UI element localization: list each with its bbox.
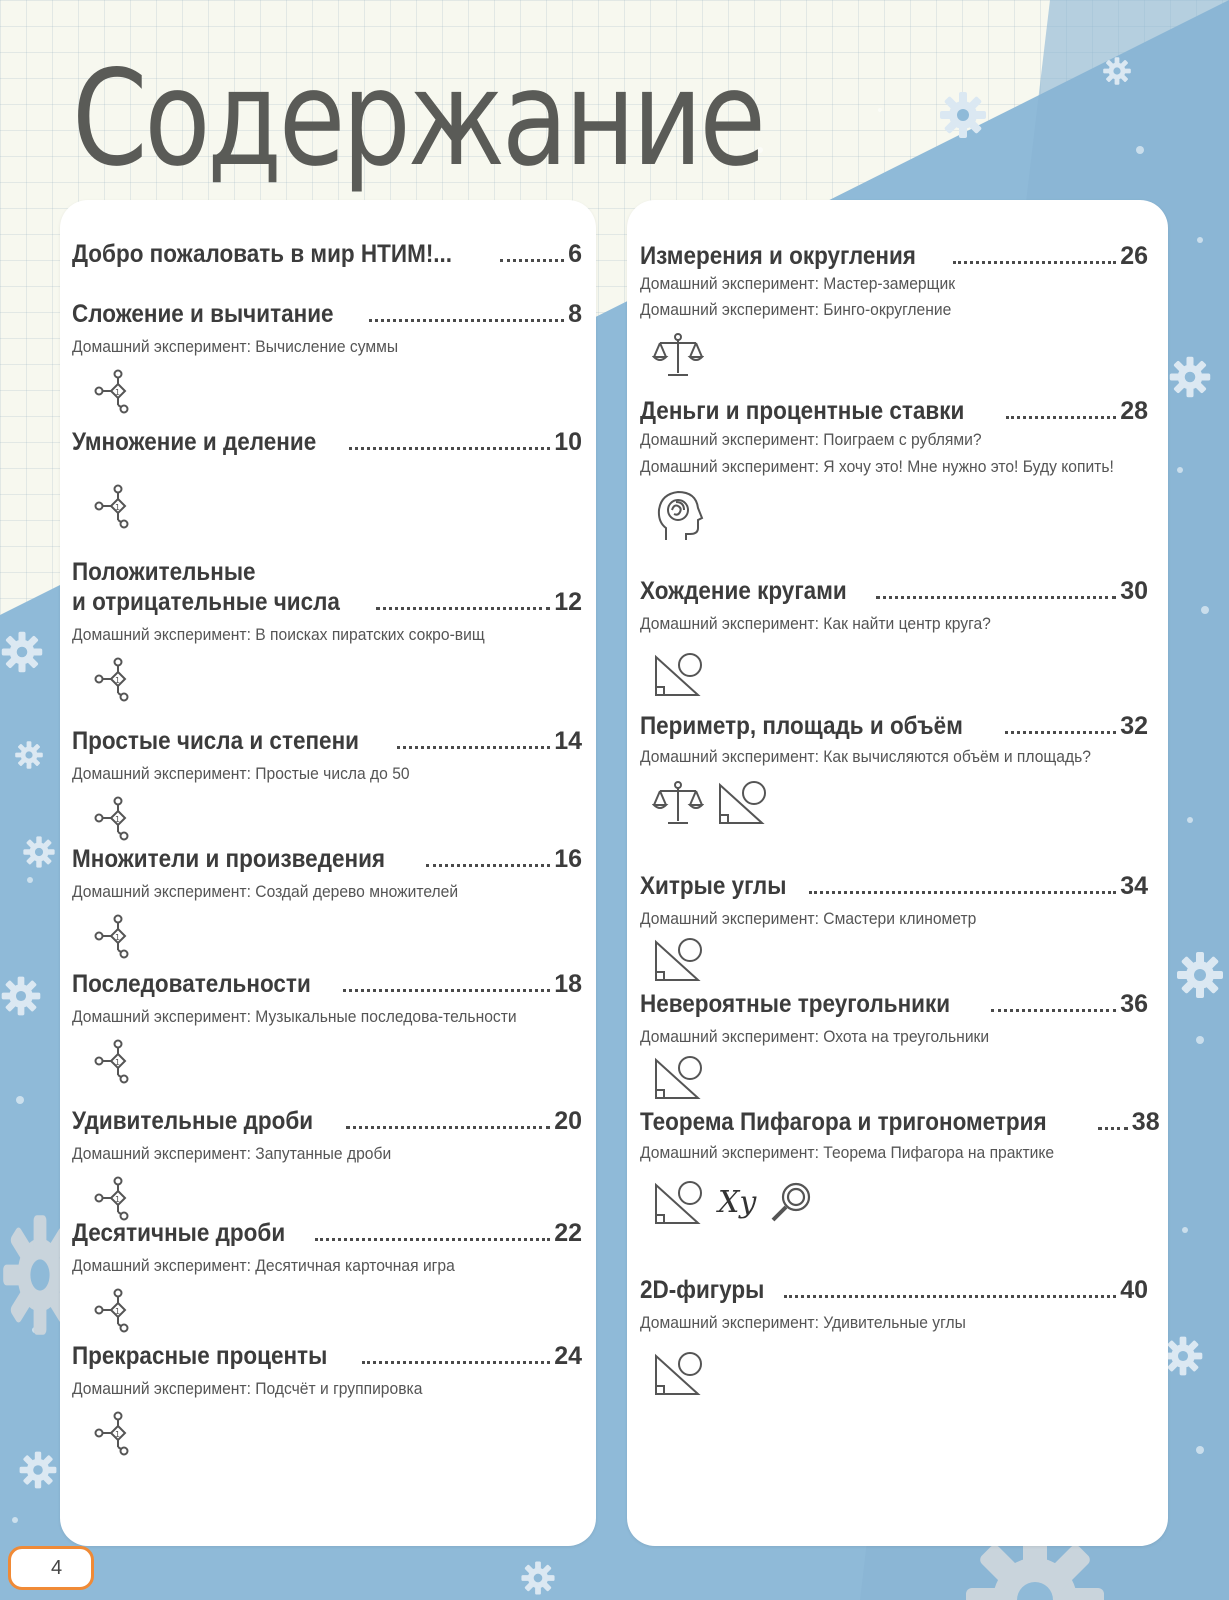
home-experiment: Домашний эксперимент: Мастер-замерщик: [640, 274, 956, 293]
geometry-shapes-icon: [654, 1179, 706, 1227]
scales-icon: [652, 331, 704, 379]
page-number: 16: [554, 845, 582, 873]
svg-text:1: 1: [115, 933, 121, 942]
home-experiment: Домашний эксперимент: Теорема Пифагора на практике: [640, 1143, 1055, 1162]
home-experiment: Домашний эксперимент: Подсчёт и группировка: [72, 1379, 423, 1398]
gear-icon: [22, 835, 56, 869]
home-experiment: Домашний эксперимент: Я хочу это! Мне нужно это! Буду копить!: [640, 457, 1114, 476]
flowchart-icon: [90, 1175, 138, 1223]
svg-text:1: 1: [115, 388, 121, 397]
svg-text:1: 1: [115, 503, 121, 512]
toc-entry[interactable]: [640, 242, 1148, 379]
page-number-badge: [8, 1546, 94, 1590]
dot-leader: [784, 1295, 1116, 1298]
dot-leader: [1006, 416, 1116, 419]
toc-entry[interactable]: [72, 727, 582, 843]
svg-text:1: 1: [115, 1195, 121, 1204]
gear-icon: [0, 630, 44, 674]
flowchart-icon: [90, 913, 138, 961]
svg-text:1: 1: [115, 1307, 121, 1316]
chapter-title: Теорема Пифагора и тригонометрия: [640, 1108, 1047, 1136]
dot-leader: [991, 1009, 1117, 1012]
gear-icon: [1162, 1335, 1204, 1377]
svg-text:1: 1: [115, 815, 121, 824]
toc-entry[interactable]: [72, 1107, 582, 1223]
flowchart-icon: [90, 1287, 138, 1335]
dot-leader: [1005, 731, 1116, 734]
flowchart-icon: [90, 1410, 138, 1458]
dot-leader: [397, 746, 550, 749]
page-number: 24: [554, 1342, 582, 1370]
page-number: 14: [554, 727, 582, 755]
dot-leader: [876, 596, 1117, 599]
dot-leader: [426, 864, 550, 867]
toc-entry[interactable]: [640, 1276, 1148, 1398]
toc-entry[interactable]: [640, 577, 1148, 699]
page-number: 40: [1120, 1276, 1148, 1304]
chapter-title: Периметр, площадь и объём: [640, 712, 963, 740]
toc-entry[interactable]: [640, 872, 1148, 984]
gear-icon: [0, 975, 42, 1017]
dot-leader: [953, 261, 1117, 264]
xy-icon: Xy: [718, 1185, 757, 1220]
toc-entry[interactable]: [72, 240, 582, 269]
chapter-title: Хождение кругами: [640, 577, 847, 605]
geometry-shapes-icon: [718, 779, 770, 827]
toc-entry[interactable]: [72, 300, 582, 416]
dot-leader: [362, 1361, 551, 1364]
page-number: 22: [554, 1219, 582, 1247]
toc-entry[interactable]: [72, 1342, 582, 1458]
gear-icon: [938, 90, 988, 140]
dot-leader: [369, 319, 564, 322]
flowchart-icon: [90, 1038, 138, 1086]
toc-entry[interactable]: [640, 1108, 1160, 1227]
home-experiment: Домашний эксперимент: Смастери клинометр: [640, 909, 977, 928]
page-number: 12: [554, 588, 582, 616]
geometry-shapes-icon: [654, 1054, 706, 1102]
home-experiment: Домашний эксперимент: Простые числа до 50: [72, 764, 410, 783]
chapter-title-line1: Положительные: [72, 558, 256, 586]
gear-icon: [14, 740, 44, 770]
toc-entry[interactable]: [72, 970, 582, 1086]
dot-leader: [809, 891, 1117, 894]
scales-icon: [652, 779, 704, 827]
dot-leader: [343, 989, 550, 992]
svg-text:1: 1: [115, 676, 121, 685]
toc-entry[interactable]: [72, 845, 582, 961]
page-number: 8: [568, 300, 582, 328]
chapter-title: 2D-фигуры: [640, 1276, 765, 1304]
home-experiment: Домашний эксперимент: Охота на треугольники: [640, 1027, 990, 1046]
chapter-title: Хитрые углы: [640, 872, 787, 900]
home-experiment: Домашний эксперимент: Удивительные углы: [640, 1313, 966, 1332]
head-brain-icon: [654, 488, 704, 544]
page-number: 20: [554, 1107, 582, 1135]
toc-entry[interactable]: [72, 428, 582, 531]
page-number: 30: [1120, 577, 1148, 605]
page-number: 32: [1120, 712, 1148, 740]
chapter-title: Деньги и процентные ставки: [640, 397, 965, 425]
flowchart-icon: [90, 368, 138, 416]
home-experiment: Домашний эксперимент: Как вычисляются объём и площадь?: [640, 747, 1091, 766]
chapter-title: Простые числа и степени: [72, 727, 360, 755]
page-title: Содержание: [72, 42, 763, 196]
gear-icon: [1102, 56, 1132, 86]
geometry-shapes-icon: [654, 936, 706, 984]
toc-entry[interactable]: [640, 712, 1148, 827]
gear-icon: [18, 1450, 58, 1490]
chapter-title: Множители и произведения: [72, 845, 386, 873]
page-number: 28: [1120, 397, 1148, 425]
chapter-title: Измерения и округления: [640, 242, 916, 270]
svg-text:1: 1: [115, 1058, 121, 1067]
flowchart-icon: [90, 483, 138, 531]
dot-leader: [346, 1126, 550, 1129]
chapter-title: Удивительные дроби: [72, 1107, 314, 1135]
toc-entry[interactable]: [640, 990, 1148, 1102]
chapter-title: Умножение и деление: [72, 428, 317, 456]
chapter-title: Сложение и вычитание: [72, 300, 334, 328]
chapter-title: Прекрасные проценты: [72, 1342, 328, 1370]
home-experiment: Домашний эксперимент: Десятичная карточная игра: [72, 1256, 455, 1275]
dot-leader: [376, 607, 550, 610]
home-experiment: Домашний эксперимент: Как найти центр круга?: [640, 614, 991, 633]
gear-icon: [1175, 950, 1225, 1000]
magnifier-icon: [768, 1180, 814, 1226]
home-experiment: Домашний эксперимент: Запутанные дроби: [72, 1144, 392, 1163]
chapter-title: Десятичные дроби: [72, 1219, 286, 1247]
toc-entry[interactable]: [72, 1219, 582, 1335]
page-number: 26: [1120, 242, 1148, 270]
chapter-title: Добро пожаловать в мир НТИМ!...: [72, 240, 453, 268]
page-number: 34: [1120, 872, 1148, 900]
chapter-title: и отрицательные числа: [72, 588, 340, 616]
dot-leader: [500, 259, 564, 262]
home-experiment: Домашний эксперимент: Создай дерево множителей: [72, 882, 459, 901]
toc-entry[interactable]: [640, 397, 1148, 544]
gear-icon: [1168, 355, 1212, 399]
page-number: 18: [554, 970, 582, 998]
flowchart-icon: [90, 656, 138, 704]
dot-leader: [315, 1238, 550, 1241]
home-experiment: Домашний эксперимент: Музыкальные последова-тельности: [72, 1007, 517, 1026]
page-number: 10: [554, 428, 582, 456]
chapter-title: Последовательности: [72, 970, 311, 998]
chapter-title: Невероятные треугольники: [640, 990, 951, 1018]
gear-icon: [520, 1560, 556, 1596]
page-number: 6: [568, 240, 582, 268]
dot-leader: [1098, 1127, 1128, 1130]
home-experiment: Домашний эксперимент: В поисках пиратских сокро-вищ: [72, 625, 485, 644]
page-number-label: 4: [51, 1556, 63, 1579]
geometry-shapes-icon: [654, 651, 706, 699]
svg-text:1: 1: [115, 1430, 121, 1439]
dot-leader: [349, 447, 550, 450]
geometry-shapes-icon: [654, 1350, 706, 1398]
home-experiment: Домашний эксперимент: Поиграем с рублями?: [640, 430, 982, 449]
home-experiment: Домашний эксперимент: Бинго-округление: [640, 300, 952, 319]
home-experiment: Домашний эксперимент: Вычисление суммы: [72, 337, 399, 356]
page-number: 38: [1131, 1108, 1160, 1136]
flowchart-icon: [90, 795, 138, 843]
page-number: 36: [1120, 990, 1148, 1018]
toc-entry[interactable]: [72, 556, 582, 704]
